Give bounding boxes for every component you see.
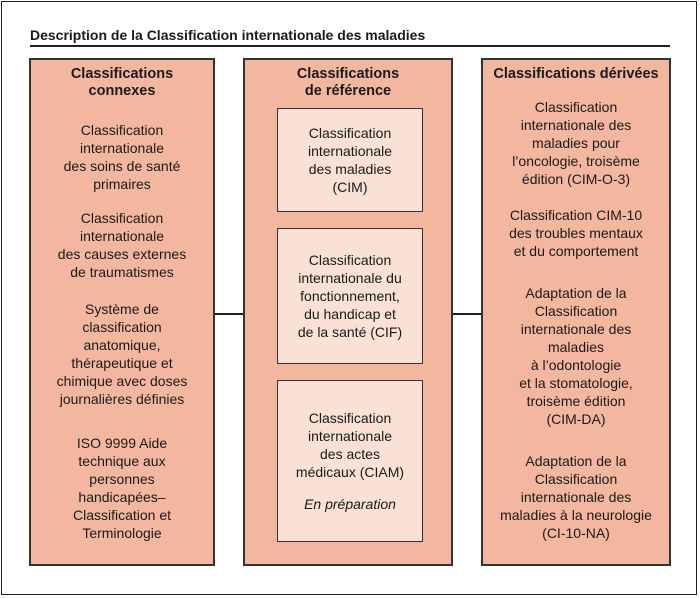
box-text: Classification internationale du fonctionnement, du handicap et de la santé (CIF) xyxy=(297,252,403,340)
connector-right xyxy=(453,313,481,315)
box-text: Classification internationale des maladies (CIM) xyxy=(307,125,393,195)
figure-title: Description de la Classification internationale des maladies xyxy=(30,27,426,43)
column-reference-classifications xyxy=(243,58,453,566)
list-item: Classification internationale des causes externes de traumatismes xyxy=(57,210,187,280)
column-heading: Classifications de référence xyxy=(296,66,400,99)
list-item: Adaptation de la Classification internationale des maladies à l’odontologie et la stomatologie, troisème édition (CIM-DA) xyxy=(519,285,633,427)
connector-left xyxy=(215,313,243,315)
title-rule xyxy=(30,45,670,47)
box-note: En préparation xyxy=(304,496,396,512)
column-heading: Classifications connexes xyxy=(70,66,174,99)
box-ciam xyxy=(277,380,423,542)
box-text: Classification internationale des actes médicaux (CIAM) xyxy=(295,410,405,480)
box-cif xyxy=(277,228,423,364)
box-cim xyxy=(277,108,423,212)
list-item: Classification internationale des maladies pour l’oncologie, troisème édition (CIM-O-3) xyxy=(512,99,640,187)
column-derived-classifications xyxy=(481,58,671,566)
column-heading: Classifications dérivées xyxy=(493,66,659,82)
list-item: Système de classification anatomique, thérapeutique et chimique avec doses journalières définies xyxy=(56,301,188,407)
list-item: Adaptation de la Classification internationale des maladies à la neurologie (CI-10-NA) xyxy=(500,453,652,541)
list-item: ISO 9999 Aide technique aux personnes handicapées– Classification et Terminologie xyxy=(72,435,172,541)
column-related-classifications xyxy=(29,58,215,566)
list-item: Classification internationale des soins de santé primaires xyxy=(63,122,181,192)
list-item: Classification CIM-10 des troubles mentaux et du comportement xyxy=(509,207,643,259)
